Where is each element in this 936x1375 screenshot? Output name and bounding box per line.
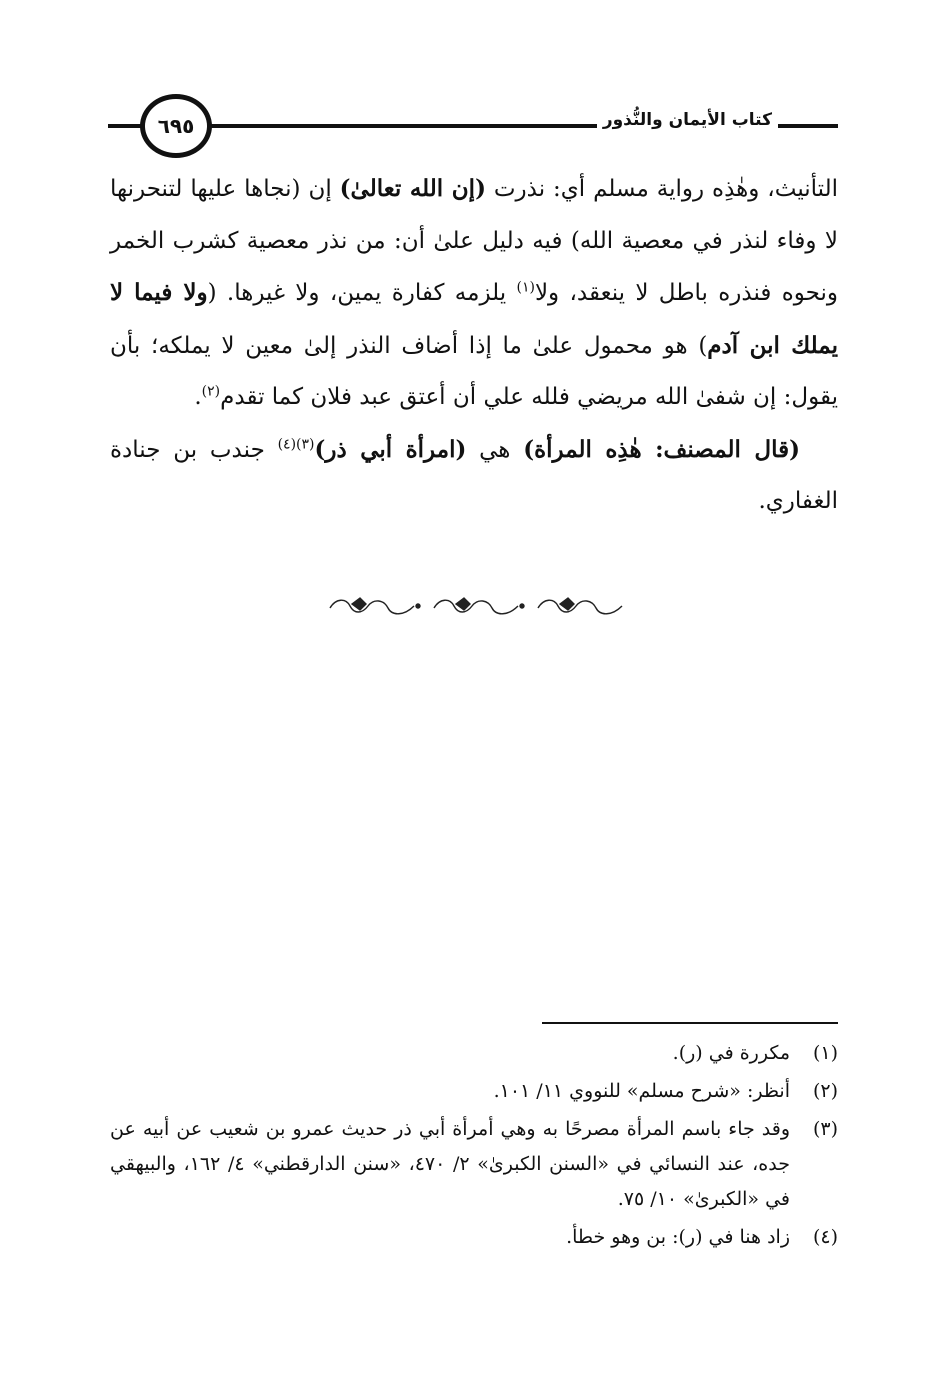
footnote-text: مكررة في (ر). bbox=[672, 1042, 790, 1064]
footnote-ref-2[interactable]: (٢) bbox=[201, 383, 221, 400]
page-number bbox=[140, 94, 212, 158]
footnote-3 bbox=[110, 1112, 838, 1217]
text-span: . bbox=[194, 384, 202, 410]
footnote-separator bbox=[542, 1022, 838, 1024]
footnote-1 bbox=[110, 1036, 838, 1071]
bold-span: (إن الله تعالىٰ) bbox=[339, 175, 486, 202]
running-title: كتاب الأيمان والنُّذور bbox=[597, 110, 778, 130]
bold-span: (امرأة أبي ذر) bbox=[314, 435, 467, 463]
footnote-text: وقد جاء باسم المرأة مصرحًا به وهي أمرأة أبي ذر حديث عمرو بن شعيب عن أبيه عن جده، عند النسائي في «السنن الكبرىٰ» ٢/ ٤٧٠، «سنن الدارقطني» ٤/ ١٦٢، والبيهقي في «الكبرىٰ» ١٠/ ٧٥. bbox=[110, 1118, 790, 1210]
footnote-ref-3-4[interactable]: (٣)(٤) bbox=[277, 435, 315, 452]
footnote-number: (٢) bbox=[812, 1080, 838, 1102]
footnote-ref-1[interactable]: (١) bbox=[516, 279, 535, 296]
bold-span: (قال المصنف: هٰذِه المرأة) bbox=[523, 435, 801, 463]
page-number-text: ٦٩٥ bbox=[157, 114, 195, 138]
text-span: يلزمه كفارة يمين، ولا غيرها. ( bbox=[207, 280, 517, 306]
text-span: ) هو محمول علىٰ ما إذا أضاف النذر إلىٰ معين لا يملكه؛ بأن يقول: إن شفىٰ الله مريضي فلله علي أن أعتق عبد فلان كما تقدم bbox=[110, 332, 838, 410]
footnote-text: أنظر: «شرح مسلم» للنووي ١١/ ١٠١. bbox=[493, 1080, 790, 1102]
footnote-4 bbox=[110, 1220, 838, 1255]
bold-span: ولا فيما لا يملك ابن آدم bbox=[110, 279, 838, 359]
paragraph-2 bbox=[110, 424, 838, 528]
main-text bbox=[110, 163, 838, 528]
footnotes-section bbox=[110, 1036, 838, 1258]
footnote-2 bbox=[110, 1074, 838, 1109]
section-divider-ornament-icon bbox=[322, 592, 632, 620]
page-header bbox=[108, 94, 838, 162]
text-span: التأنيث، وهٰذِه رواية مسلم أي: نذرت bbox=[485, 176, 839, 202]
text-span: إن (نجاها عليها لتنحرنها لا وفاء لنذر في معصية الله) فيه دليل علىٰ أن: من نذر معصية كشرب الخمر ونحوه فنذره باطل لا ينعقد، ولا bbox=[110, 176, 838, 306]
footnote-number: (٣) bbox=[812, 1118, 838, 1140]
footnote-text: زاد هنا في (ر): بن وهو خطأ. bbox=[566, 1226, 790, 1248]
paragraph-1 bbox=[110, 163, 838, 424]
footnote-number: (١) bbox=[812, 1042, 838, 1064]
text-span: هي bbox=[466, 436, 524, 463]
footnote-number: (٤) bbox=[812, 1226, 838, 1248]
text-span: جندب بن جنادة الغفاري. bbox=[110, 436, 838, 514]
